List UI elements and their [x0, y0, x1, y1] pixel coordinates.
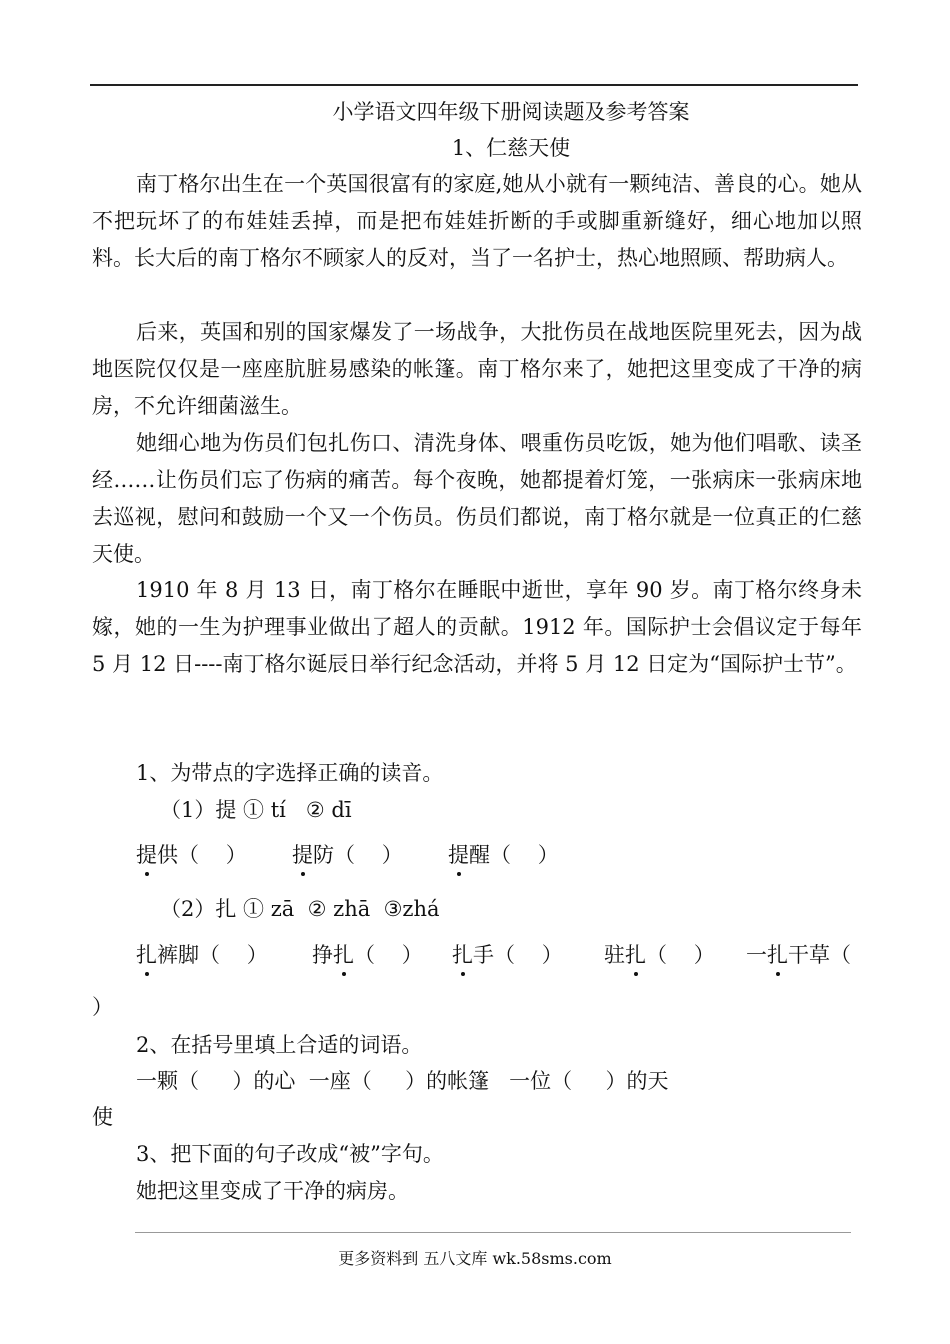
- dotted-char: 提: [136, 840, 157, 870]
- dotted-char: 提: [292, 840, 313, 870]
- paragraph-2: 后来，英国和别的国家爆发了一场战争，大批伤员在战地医院里死去，因为战地医院仅仅是一座座肮脏易感染的帐篷。南丁格尔来了，她把这里变成了干净的病房，不允许细菌滋生。: [92, 320, 862, 418]
- q2-line: 一颗（ ）的心 一座（ ）的帐篷 一位（ ）的天: [136, 1069, 669, 1093]
- q1-word-4: 扎裤脚（ ）: [136, 940, 268, 970]
- dotted-char: 扎: [333, 940, 354, 970]
- page-title: 小学语文四年级下册阅读题及参考答案: [332, 100, 690, 124]
- dotted-char: 扎: [136, 940, 157, 970]
- dotted-char: 扎: [452, 940, 473, 970]
- q2-wrap: 使: [92, 1105, 113, 1129]
- q1-word-6: 扎手（ ）: [452, 940, 563, 970]
- footer-text: 更多资料到 五八文库 wk.58sms.com: [338, 1249, 612, 1268]
- q1-wrap: ）: [92, 995, 113, 1019]
- q3-sentence: 她把这里变成了干净的病房。: [136, 1179, 409, 1203]
- paragraph-4: 1910 年 8 月 13 日，南丁格尔在睡眠中逝世，享年 90 岁。南丁格尔终身未嫁，她的一生为护理事业做出了超人的贡献。1912 年。国际护士会倡议定于每年 5 月 12 日----南丁格尔诞辰日举行纪念活动，并将 5 月 12 日定为“国际护士节”。: [92, 578, 862, 676]
- q1-word-3: 提醒（ ）: [448, 840, 559, 870]
- q1-word-7: 驻扎（ ）: [604, 940, 715, 970]
- q1-word-2: 提防（ ）: [292, 840, 403, 870]
- dotted-char: 提: [448, 840, 469, 870]
- q1-word-1: 提供（ ）: [136, 840, 247, 870]
- paragraph-1: 南丁格尔出生在一个英国很富有的家庭,她从小就有一颗纯洁、善良的心。她从不把玩坏了的布娃娃丢掉，而是把布娃娃折断的手或脚重新缝好，细心地加以照料。长大后的南丁格尔不顾家人的反对，当了一名护士，热心地照顾、帮助病人。: [92, 172, 862, 270]
- q1-part2: （2）扎 ① zā ② zhā ③zhá: [160, 897, 440, 921]
- story-title: 1、仁慈天使: [451, 136, 571, 160]
- paragraph-3: 她细心地为伤员们包扎伤口、清洗身体、喂重伤员吃饭，她为他们唱歌、读圣经……让伤员们忘了伤病的痛苦。每个夜晚，她都提着灯笼，一张病床一张病床地去巡视，慰问和鼓励一个又一个伤员。伤员们都说，南丁格尔就是一位真正的仁慈天使。: [92, 431, 862, 566]
- q3-prompt: 3、把下面的句子改成“被”字句。: [136, 1142, 444, 1166]
- q1-part1: （1）提 ① tí ② dī: [160, 798, 352, 822]
- top-rule: [90, 84, 858, 86]
- q1-word-8: 一扎干草（: [746, 940, 851, 970]
- q2-prompt: 2、在括号里填上合适的词语。: [136, 1033, 423, 1057]
- q1-prompt: 1、为带点的字选择正确的读音。: [136, 761, 444, 785]
- footer-rule: [135, 1232, 851, 1233]
- dotted-char: 扎: [767, 940, 788, 970]
- dotted-char: 扎: [625, 940, 646, 970]
- q1-word-5: 挣扎（ ）: [312, 940, 423, 970]
